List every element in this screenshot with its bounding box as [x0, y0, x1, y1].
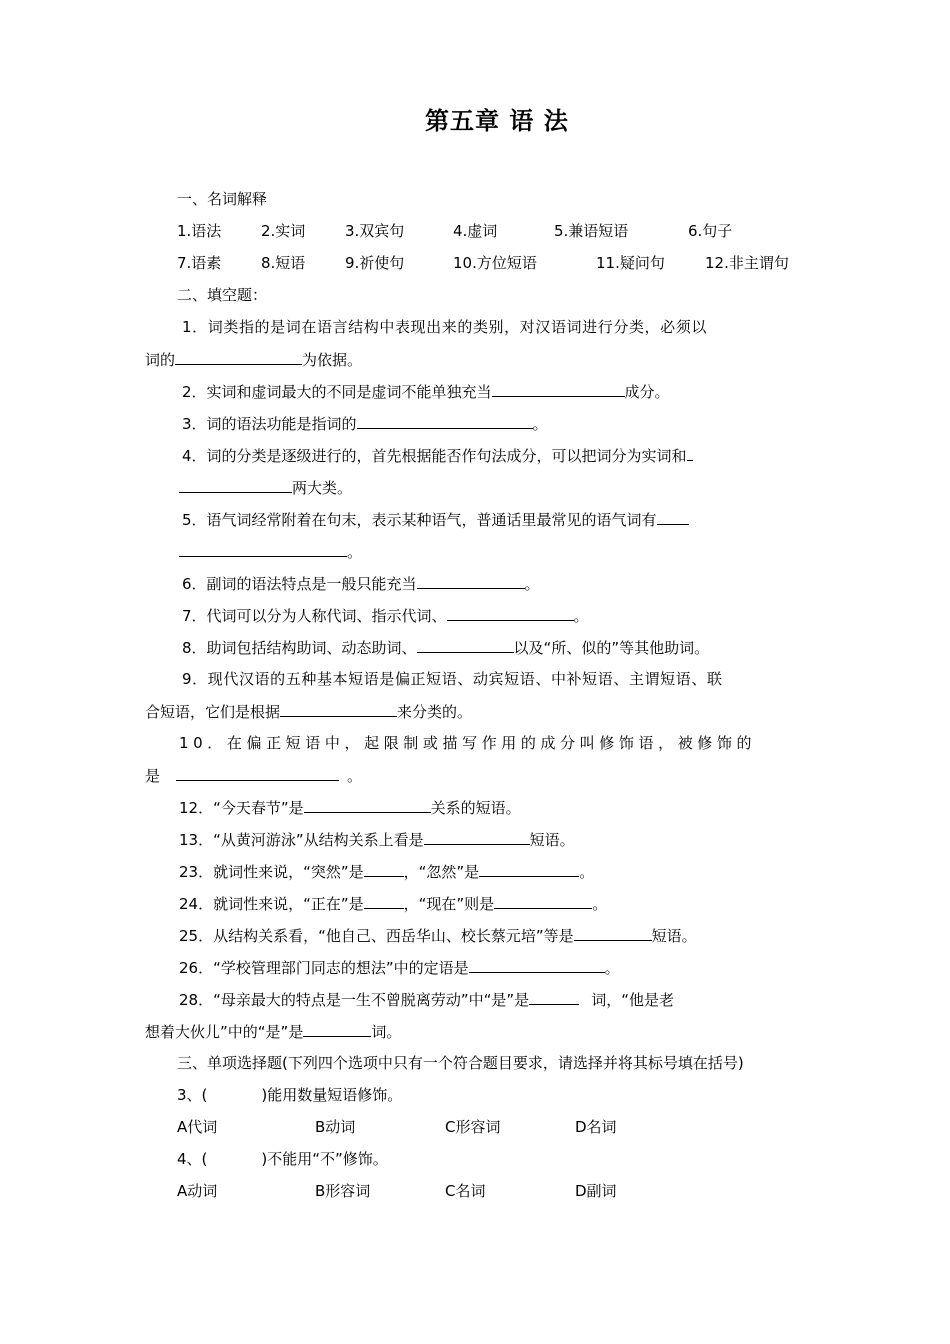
- question-5-line-2: [179, 541, 362, 562]
- question-text: 来分类的。: [397, 703, 473, 721]
- question-text: 5．语气词经常附着在句末，表示某种语气，普通话里最常见的语气词有: [182, 511, 657, 529]
- question-text: 。: [532, 415, 548, 433]
- question-26: [179, 957, 620, 978]
- question-8: [182, 637, 709, 658]
- option-a[interactable]: A代词: [177, 1118, 218, 1136]
- question-number: 3、(: [177, 1086, 208, 1104]
- answer-blank[interactable]: [574, 925, 652, 941]
- term-item: 4.虚词: [453, 222, 498, 240]
- option-c[interactable]: C形容词: [445, 1118, 501, 1136]
- term-item: 1.语法: [177, 222, 222, 240]
- term-item: 8.短语: [261, 254, 306, 272]
- question-4-line-1: [182, 445, 693, 466]
- question-text: 词的: [145, 351, 176, 369]
- answer-blank[interactable]: [529, 989, 579, 1005]
- question-text: 词。: [371, 1023, 402, 1041]
- question-text: 24．就词性来说，“正在”是: [179, 895, 364, 913]
- term-item: 7.语素: [177, 254, 222, 272]
- question-text: 26．“学校管理部门同志的想法”中的定语是: [179, 959, 469, 977]
- question-23: [179, 861, 594, 882]
- question-text: 。: [604, 959, 620, 977]
- answer-blank[interactable]: [687, 445, 693, 461]
- question-text: 词，“他是老: [591, 991, 674, 1009]
- question-text: 。: [347, 543, 363, 561]
- question-13: [179, 829, 575, 850]
- question-28-line-1: [179, 989, 674, 1010]
- answer-blank[interactable]: [469, 957, 605, 973]
- question-9-line-1: 9．现代汉语的五种基本短语是偏正短语、动宾短语、中补短语、主谓短语、联: [182, 670, 723, 688]
- question-text: 想着大伙儿”中的“是”是: [145, 1023, 304, 1041]
- answer-blank[interactable]: [364, 861, 404, 877]
- question-9-line-2: [145, 701, 472, 722]
- question-text: 6．副词的语法特点是一般只能充当: [182, 575, 417, 593]
- question-text: 。: [524, 575, 540, 593]
- question-text: 成分。: [624, 383, 670, 401]
- section-heading-definitions: 一、名词解释: [177, 190, 268, 208]
- question-text: )不能用“不”修饰。: [261, 1150, 388, 1168]
- answer-blank[interactable]: [303, 1021, 371, 1037]
- answer-blank[interactable]: [657, 509, 689, 525]
- choice-question-4: [177, 1149, 388, 1169]
- option-a[interactable]: A动词: [177, 1182, 218, 1200]
- term-item: 12.非主谓句: [705, 254, 789, 272]
- question-text: ，“现在”则是: [403, 895, 495, 913]
- option-c[interactable]: C名词: [445, 1182, 486, 1200]
- question-text: 。: [579, 863, 595, 881]
- answer-blank[interactable]: [176, 765, 339, 781]
- term-item: 10.方位短语: [453, 254, 537, 272]
- term-item: 5.兼语短语: [554, 222, 629, 240]
- question-text: 为依据。: [302, 351, 363, 369]
- option-d[interactable]: D副词: [575, 1182, 617, 1200]
- question-text: 。: [347, 767, 363, 785]
- question-28-line-2: [145, 1021, 401, 1042]
- question-2: [182, 381, 670, 402]
- answer-blank[interactable]: [479, 861, 579, 877]
- question-text: 。: [573, 607, 589, 625]
- question-25: [179, 925, 697, 946]
- question-text: 以及“所、似的”等其他助词。: [513, 639, 710, 657]
- question-text: )能用数量短语修饰。: [261, 1086, 403, 1104]
- answer-blank[interactable]: [447, 605, 574, 621]
- question-text: 合短语，它们是根据: [145, 703, 281, 721]
- question-text: 。: [592, 895, 608, 913]
- question-text: 25．从结构关系看，“他自己、西岳华山、校长蔡元培”等是: [179, 927, 574, 945]
- question-text: 7．代词可以分为人称代词、指示代词、: [182, 607, 447, 625]
- page-title: 第五章 语 法: [425, 107, 569, 135]
- question-text: 是: [145, 767, 161, 785]
- answer-blank[interactable]: [417, 637, 514, 653]
- question-number: 4、(: [177, 1150, 208, 1168]
- question-text: 12．“今天春节”是: [179, 799, 304, 817]
- choice-question-3: [177, 1085, 402, 1105]
- question-10-line-2: [145, 765, 362, 786]
- question-4-line-2: [179, 477, 352, 498]
- answer-blank[interactable]: [179, 541, 347, 557]
- term-item: 6.句子: [688, 222, 733, 240]
- question-text: 3．词的语法功能是指词的: [182, 415, 357, 433]
- question-text: 23．就词性来说，“突然”是: [179, 863, 364, 881]
- question-text: 短语。: [651, 927, 697, 945]
- question-6: [182, 573, 540, 594]
- question-text: 关系的短语。: [430, 799, 521, 817]
- answer-blank[interactable]: [494, 893, 592, 909]
- term-item: 3.双宾句: [345, 222, 405, 240]
- question-text: 短语。: [529, 831, 575, 849]
- option-b[interactable]: B形容词: [315, 1182, 371, 1200]
- question-5-line-1: [182, 509, 689, 530]
- section-heading-fill-blank: 二、填空题：: [177, 286, 268, 304]
- answer-blank[interactable]: [179, 477, 292, 493]
- answer-blank[interactable]: [492, 381, 625, 397]
- question-text: 13．“从黄河游泳”从结构关系上看是: [179, 831, 424, 849]
- question-text: 8．助词包括结构助词、动态助词、: [182, 639, 417, 657]
- question-10-line-1: 10．在偏正短语中，起限制或描写作用的成分叫修饰语，被修饰的: [179, 734, 757, 752]
- question-3: [182, 413, 548, 434]
- answer-blank[interactable]: [304, 797, 431, 813]
- question-7: [182, 605, 589, 626]
- question-1-line-2: [145, 349, 362, 370]
- answer-blank[interactable]: [175, 349, 302, 365]
- term-item: 11.疑问句: [596, 254, 665, 272]
- question-text: 两大类。: [292, 479, 353, 497]
- answer-blank[interactable]: [424, 829, 530, 845]
- answer-blank[interactable]: [357, 413, 533, 429]
- option-d[interactable]: D名词: [575, 1118, 617, 1136]
- question-text: 28．“母亲最大的特点是一生不曾脱离劳动”中“是”是: [179, 991, 530, 1009]
- answer-blank[interactable]: [417, 573, 525, 589]
- question-text: 2．实词和虚词最大的不同是虚词不能单独充当: [182, 383, 492, 401]
- answer-blank[interactable]: [280, 701, 397, 717]
- option-b[interactable]: B动词: [315, 1118, 356, 1136]
- answer-blank[interactable]: [364, 893, 404, 909]
- question-1-line-1: 1．词类指的是词在语言结构中表现出来的类别，对汉语词进行分类，必须以: [182, 318, 707, 336]
- term-item: 9.祈使句: [345, 254, 405, 272]
- section-heading-single-choice: 三、单项选择题(下列四个选项中只有一个符合题目要求，请选择并将其标号填在括号): [177, 1054, 744, 1072]
- question-12: [179, 797, 521, 818]
- question-24: [179, 893, 607, 914]
- term-item: 2.实词: [261, 222, 306, 240]
- question-text: 4．词的分类是逐级进行的，首先根据能否作句法成分，可以把词分为实词和: [182, 447, 687, 465]
- question-text: ，“忽然”是: [403, 863, 480, 881]
